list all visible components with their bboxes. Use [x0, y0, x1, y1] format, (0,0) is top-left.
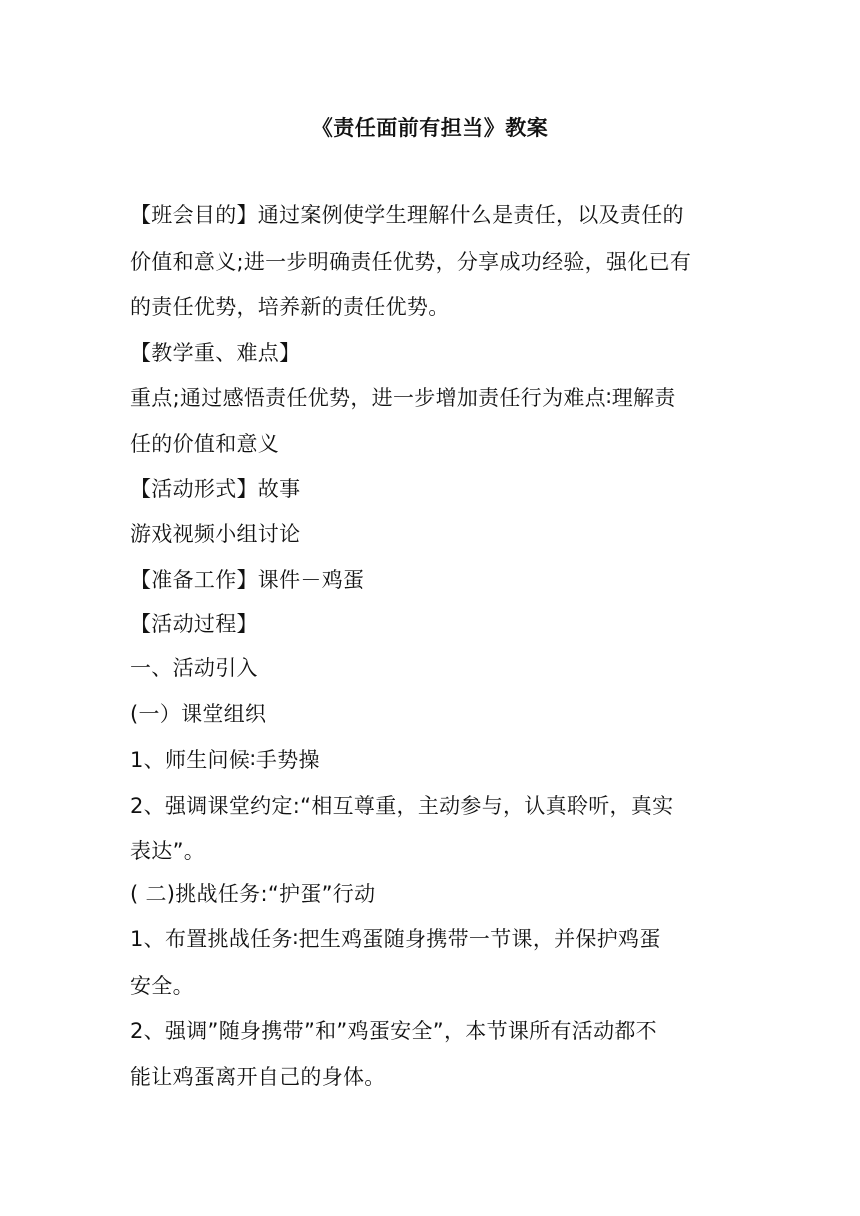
- text-line: 1、布置挑战任务∶把生鸡蛋随身携带一节课，并保护鸡蛋: [130, 927, 661, 951]
- text-line: ( 二)挑战任务:“护蛋”行动: [130, 882, 376, 906]
- text-line: 游戏视频小组讨论: [130, 522, 301, 546]
- text-line: 价值和意义;进一步明确责任优势，分享成功经验，强化已有: [130, 250, 692, 274]
- text-line: 重点;通过感悟责任优势，进一步增加责任行为难点∶理解责: [130, 386, 676, 410]
- text-line: 表达”。: [130, 839, 206, 863]
- text-line: 2、强调”随身携带”和”鸡蛋安全”，本节课所有活动都不: [130, 1019, 657, 1043]
- text-line: 1、师生问候∶手势操: [130, 748, 320, 772]
- text-line: 【活动过程】: [130, 612, 258, 636]
- text-line: 【班会目的】通过案例使学生理解什么是责任，以及责任的: [130, 203, 684, 227]
- text-line: 【活动形式】故事: [130, 477, 301, 501]
- document-title: 《责任面前有担当》教案: [311, 116, 549, 140]
- text-line: 【准备工作】课件－鸡蛋: [130, 568, 365, 592]
- text-line: 2、强调课堂约定:“相互尊重，主动参与，认真聆听，真实: [130, 794, 674, 818]
- text-line: 能让鸡蛋离开自己的身体。: [130, 1065, 386, 1089]
- text-line: (一）课堂组织: [130, 702, 267, 726]
- text-line: 任的价值和意义: [130, 432, 280, 456]
- text-line: 【教学重、难点】: [130, 341, 301, 365]
- text-line: 安全。: [130, 974, 194, 998]
- text-line: 一、活动引入: [130, 656, 258, 680]
- text-line: 的责任优势，培养新的责任优势。: [130, 295, 450, 319]
